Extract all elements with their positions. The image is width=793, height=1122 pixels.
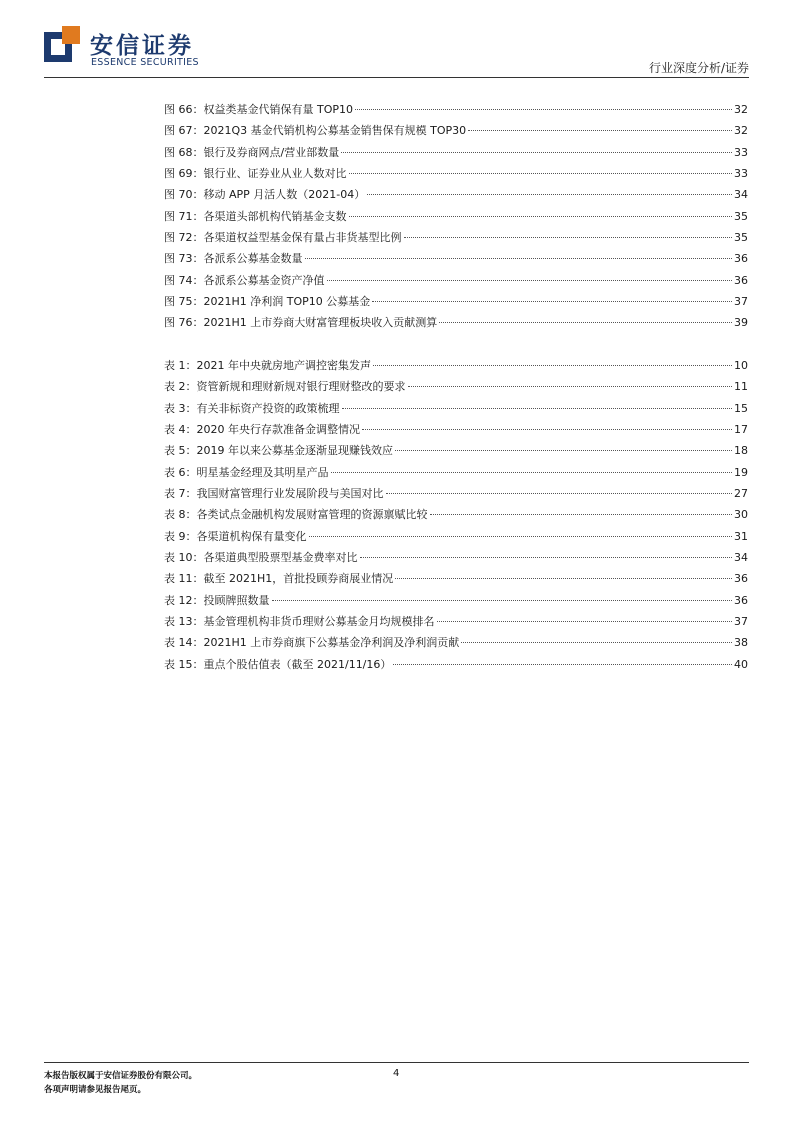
toc-entry-label: 图 66：权益类基金代销保有量 TOP10: [164, 103, 353, 116]
dot-leader: [395, 578, 732, 579]
toc-entry-label: 图 71：各渠道头部机构代销基金支数: [164, 209, 347, 223]
table-entry[interactable]: [164, 398, 748, 419]
toc-entry-label: 图 74：各派系公募基金资产净值: [164, 273, 325, 287]
toc-entry-label: 表 1：2021 年中央就房地产调控密集发声: [164, 359, 371, 372]
toc-entry-page: 18: [734, 444, 748, 458]
toc-entry-label: 表 7：我国财富管理行业发展阶段与美国对比: [164, 487, 384, 501]
toc-entry-page: 27: [734, 487, 748, 501]
report-category: 行业深度分析/证券: [648, 61, 749, 75]
toc-entry-label: 表 12：投顾牌照数量: [164, 593, 270, 607]
dot-leader: [373, 365, 732, 366]
table-entry[interactable]: [164, 419, 748, 440]
toc-entry-page: 37: [734, 295, 748, 309]
dot-leader: [342, 408, 733, 409]
toc-entry-label: 表 13：基金管理机构非货币理财公募基金月均规模排名: [164, 615, 435, 629]
dot-leader: [349, 173, 733, 174]
dot-leader: [309, 536, 733, 537]
table-entry[interactable]: [164, 568, 748, 589]
toc-entry-label: 表 6：明星基金经理及其明星产品: [164, 465, 329, 479]
dot-leader: [386, 493, 733, 494]
toc-entry-page: 33: [734, 167, 748, 181]
brand-name-en: ESSENCE SECURITIES: [91, 57, 199, 68]
essence-logo-icon: [44, 26, 80, 62]
disclaimer-notice: 各项声明请参见报告尾页。: [44, 1085, 147, 1095]
figure-entry[interactable]: [164, 227, 748, 248]
table-entry[interactable]: [164, 462, 748, 483]
dot-leader: [355, 109, 732, 110]
toc-entry-label: 表 15：重点个股估值表（截至 2021/11/16）: [164, 657, 392, 671]
toc-entry-label: 表 14：2021H1 上市券商旗下公募基金净利润及净利润贡献: [164, 636, 460, 650]
dot-leader: [305, 258, 733, 259]
dot-leader: [430, 514, 733, 515]
dot-leader: [362, 429, 732, 430]
table-entry[interactable]: [164, 590, 748, 611]
table-list: [164, 355, 748, 675]
toc-entry-page: 19: [734, 465, 748, 479]
toc-entry-page: 30: [734, 508, 748, 522]
toc-entry-label: 表 3：有关非标资产投资的政策梳理: [164, 401, 340, 415]
toc-entry-label: 图 67：2021Q3 基金代销机构公募基金销售保有规模 TOP30: [164, 124, 467, 138]
dot-leader: [461, 642, 732, 643]
toc-entry-label: 表 10：各渠道典型股票型基金费率对比: [164, 551, 358, 565]
brand-name-cn: 安信证券: [90, 33, 194, 59]
copyright-notice: 本报告版权属于安信证券股份有限公司。: [44, 1071, 198, 1081]
toc-entry-label: 表 8：各类试点金融机构发展财富管理的资源禀赋比较: [164, 508, 428, 522]
table-entry[interactable]: [164, 547, 748, 568]
toc-entry-page: 36: [734, 252, 748, 266]
dot-leader: [331, 472, 733, 473]
dot-leader: [393, 664, 732, 665]
toc-entry-page: 36: [734, 593, 748, 607]
toc-entry-page: 33: [734, 145, 748, 159]
dot-leader: [367, 194, 732, 195]
toc-entry-page: 40: [734, 657, 748, 671]
figure-entry[interactable]: [164, 120, 748, 141]
dot-leader: [437, 621, 733, 622]
figure-entry[interactable]: [164, 142, 748, 163]
toc-entry-page: 15: [734, 401, 748, 415]
toc-entry-page: 35: [734, 231, 748, 245]
dot-leader: [439, 322, 732, 323]
dot-leader: [341, 152, 732, 153]
table-entry[interactable]: [164, 632, 748, 653]
toc-entry-label: 图 68：银行及券商网点/营业部数量: [164, 145, 340, 159]
footer-divider: [44, 1062, 749, 1063]
table-entry[interactable]: [164, 355, 748, 376]
table-entry[interactable]: [164, 654, 748, 675]
toc-entry-label: 图 76：2021H1 上市券商大财富管理板块收入贡献测算: [164, 316, 438, 330]
toc-entry-label: 图 70：移动 APP 月活人数（2021-04）: [164, 188, 366, 202]
toc-entry-page: 36: [734, 273, 748, 287]
page-number: 4: [393, 1068, 400, 1079]
toc-entry-page: 38: [734, 636, 748, 650]
dot-leader: [272, 600, 733, 601]
figure-list: [164, 99, 748, 334]
toc-entry-page: 34: [734, 188, 748, 202]
figure-entry[interactable]: [164, 248, 748, 269]
toc-entry-page: 35: [734, 209, 748, 223]
toc-entry-label: 表 5：2019 年以来公募基金逐渐显现赚钱效应: [164, 444, 393, 458]
toc-entry-page: 17: [734, 423, 748, 437]
dot-leader: [327, 280, 733, 281]
toc-entry-label: 表 4：2020 年央行存款准备金调整情况: [164, 423, 360, 437]
toc-entry-page: 32: [734, 103, 748, 116]
table-entry[interactable]: [164, 526, 748, 547]
dot-leader: [360, 557, 733, 558]
toc-entry-label: 表 2：资管新规和理财新规对银行理财整改的要求: [164, 380, 406, 394]
toc-entry-label: 表 9：各渠道机构保有量变化: [164, 529, 307, 543]
table-entry[interactable]: [164, 483, 748, 504]
dot-leader: [395, 450, 732, 451]
figure-entry[interactable]: [164, 184, 748, 205]
toc-entry-page: 36: [734, 572, 748, 586]
table-entry[interactable]: [164, 440, 748, 461]
figure-entry[interactable]: [164, 163, 748, 184]
figure-entry[interactable]: [164, 270, 748, 291]
toc-entry-page: 31: [734, 529, 748, 543]
toc-entry-label: 图 73：各派系公募基金数量: [164, 252, 303, 266]
table-entry[interactable]: [164, 504, 748, 525]
dot-leader: [372, 301, 732, 302]
toc-entry-page: 10: [734, 359, 748, 372]
dot-leader: [408, 386, 733, 387]
figure-entry[interactable]: [164, 312, 748, 333]
toc-entry-label: 图 72：各渠道权益型基金保有量占非货基型比例: [164, 231, 402, 245]
table-entry[interactable]: [164, 611, 748, 632]
toc-entry-page: 37: [734, 615, 748, 629]
figure-entry[interactable]: [164, 206, 748, 227]
header-divider: [44, 77, 749, 78]
toc-entry-page: 34: [734, 551, 748, 565]
page-header: [0, 0, 793, 80]
toc-entry-page: 32: [734, 124, 748, 138]
figure-entry[interactable]: [164, 99, 748, 120]
toc-entry-label: 表 11：截至 2021H1，首批投顾券商展业情况: [164, 572, 394, 586]
toc-entry-label: 图 69：银行业、证券业从业人数对比: [164, 167, 347, 181]
toc-entry-page: 39: [734, 316, 748, 330]
dot-leader: [468, 130, 732, 131]
figure-entry[interactable]: [164, 291, 748, 312]
toc-entry-label: 图 75：2021H1 净利润 TOP10 公募基金: [164, 295, 371, 309]
dot-leader: [404, 237, 733, 238]
table-entry[interactable]: [164, 376, 748, 397]
dot-leader: [349, 216, 733, 217]
toc-entry-page: 11: [734, 380, 748, 394]
